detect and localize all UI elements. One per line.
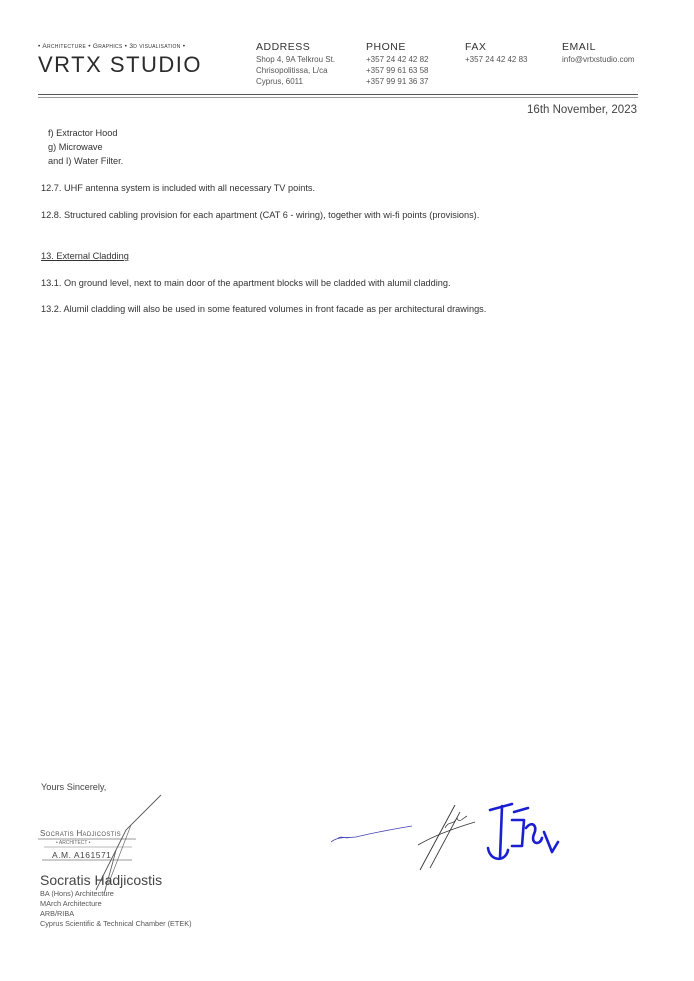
stamp-name: Socratis Hadjicostis (40, 829, 121, 838)
company-logo: VRTX STUDIO (38, 52, 203, 77)
credential-line: MArch Architecture (40, 899, 102, 908)
letter-date: 16th November, 2023 (527, 104, 637, 116)
phone-value: +357 24 42 42 82 +357 99 61 63 58 +357 99 91 36 37 (366, 55, 429, 86)
stamp-number: A.M. A161571 (52, 850, 112, 860)
credential-line: ARB/RIBA (40, 909, 75, 918)
address-value: Shop 4, 9A Telkrou St. Chrisopolitissa, L/ca Cyprus, 6011 (256, 55, 336, 86)
credential-line: BA (Hons) Architecture (40, 889, 114, 898)
list-item: g) Microwave (48, 142, 103, 152)
header-divider-thin (38, 97, 638, 98)
stamp-title: • ARCHITECT • (56, 840, 91, 846)
closing-salutation: Yours Sincerely, (41, 782, 107, 792)
header-divider (38, 94, 638, 95)
signature-blue (482, 800, 562, 870)
signature-scribble-1 (328, 818, 418, 848)
paragraph-12-8: 12.8. Structured cabling provision for each apartment (CAT 6 - wiring), together with wi-fi points (provisions). (41, 210, 480, 220)
paragraph-12-7: 12.7. UHF antenna system is included with all necessary TV points. (41, 183, 316, 193)
address-label: ADDRESS (256, 41, 311, 53)
paragraph-13-2: 13.2. Alumil cladding will also be used in some featured volumes in front facade as per architectural drawings. (41, 304, 487, 314)
email-value: info@vrtxstudio.com (562, 55, 635, 64)
signature-scribble-2 (415, 800, 480, 875)
paragraph-13-1: 13.1. On ground level, next to main door of the apartment blocks will be cladded with alumil cladding. (41, 278, 451, 288)
list-item: and I) Water Filter. (48, 156, 124, 166)
section-heading: 13. External Cladding (41, 251, 129, 261)
credential-line: Cyprus Scientific & Technical Chamber (ETEK) (40, 919, 192, 928)
phone-label: PHONE (366, 41, 406, 53)
email-label: EMAIL (562, 41, 597, 53)
signatory-name: Socratis Hadjicostis (40, 872, 163, 888)
fax-value: +357 24 42 42 83 (465, 55, 528, 64)
fax-label: FAX (465, 41, 487, 53)
letterhead-tagline: • Architecture • Graphics • 3d visualisation • (38, 43, 186, 50)
list-item: f) Extractor Hood (48, 128, 118, 138)
